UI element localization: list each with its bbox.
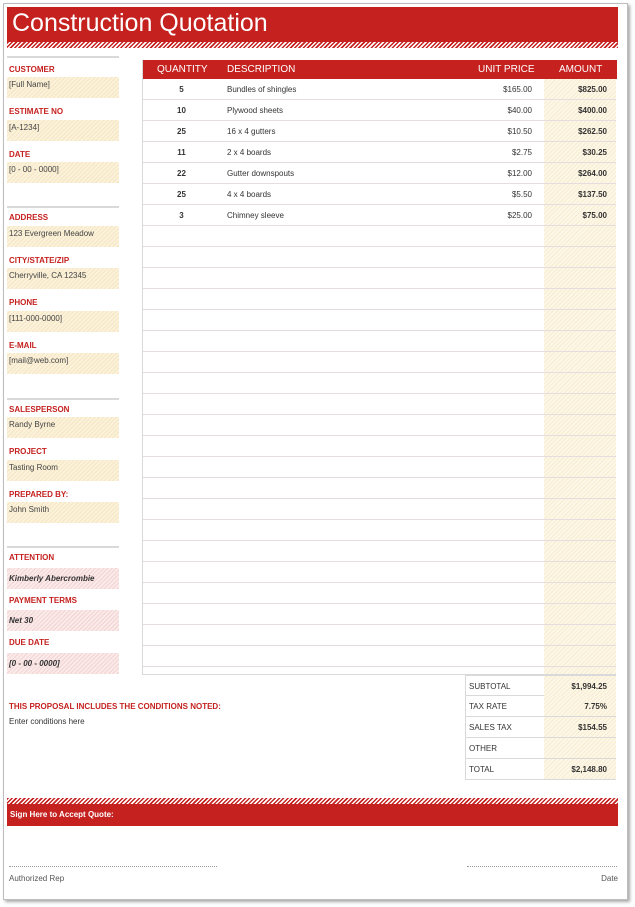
divider [7, 56, 119, 58]
email-label: E-MAIL [9, 341, 37, 350]
title-stripe [7, 42, 618, 48]
quantity-cell: 22 [177, 169, 186, 178]
quantity-cell: 11 [177, 148, 186, 157]
table-row[interactable] [143, 583, 616, 604]
quantity-cell: 25 [177, 127, 186, 136]
amount-header: AMOUNT [559, 64, 603, 75]
date-sign-label: Date [601, 874, 618, 883]
sign-bar-label: Sign Here to Accept Quote: [10, 810, 114, 819]
table-row[interactable] [143, 646, 616, 667]
unit-price-cell: $12.00 [507, 169, 532, 178]
amount-cell: $137.50 [578, 190, 607, 199]
payment-terms-label: PAYMENT TERMS [9, 596, 78, 605]
sales-tax-value: $154.55 [578, 723, 607, 732]
sales-tax-label: SALES TAX [469, 723, 512, 732]
salesperson-label: SALESPERSON [9, 405, 70, 414]
table-row[interactable] [143, 562, 616, 583]
divider [7, 546, 119, 548]
subtotal-label: SUBTOTAL [469, 682, 511, 691]
table-row[interactable] [143, 100, 616, 121]
table-row[interactable] [143, 436, 616, 457]
table-row[interactable] [143, 310, 616, 331]
divider [7, 398, 119, 400]
conditions-title: THIS PROPOSAL INCLUDES THE CONDITIONS NOTED: [9, 702, 221, 711]
address-label: ADDRESS [9, 213, 49, 222]
table-row[interactable] [143, 352, 616, 373]
table-row[interactable] [143, 499, 616, 520]
description-cell: 4 x 4 boards [227, 190, 272, 199]
table-row[interactable] [143, 205, 616, 226]
sales-tax-row [465, 717, 616, 738]
table-row[interactable] [143, 478, 616, 499]
email-field[interactable]: [mail@web.com] [7, 353, 119, 374]
tax-rate-value[interactable]: 7.75% [584, 702, 607, 711]
subtotal-row [465, 675, 616, 696]
description-cell: Plywood sheets [227, 106, 284, 115]
city-field[interactable]: Cherryville, CA 12345 [7, 268, 119, 289]
table-row[interactable] [143, 226, 616, 247]
description-cell: 2 x 4 boards [227, 148, 272, 157]
description-cell: 16 x 4 gutters [227, 127, 276, 136]
attention-field[interactable]: Kimberly Abercrombie [7, 568, 119, 589]
divider [7, 206, 119, 208]
payment-terms-field[interactable]: Net 30 [7, 610, 119, 631]
table-row[interactable] [143, 541, 616, 562]
table-row[interactable] [143, 247, 616, 268]
table-row[interactable] [143, 520, 616, 541]
project-field[interactable]: Tasting Room [7, 460, 119, 481]
subtotal-value: $1,994.25 [571, 682, 607, 691]
quantity-cell: 3 [179, 211, 184, 220]
sign-bar [7, 804, 618, 826]
due-date-field[interactable]: [0 - 00 - 0000] [7, 653, 119, 674]
table-row[interactable] [143, 331, 616, 352]
authorized-rep-label: Authorized Rep [9, 874, 65, 883]
unit-price-cell: $40.00 [507, 106, 532, 115]
other-label: OTHER [469, 744, 497, 753]
description-cell: Bundles of shingles [227, 85, 297, 94]
table-row[interactable] [143, 415, 616, 436]
prepared-by-label: PREPARED BY: [9, 490, 69, 499]
quantity-cell: 25 [177, 190, 186, 199]
table-row[interactable] [143, 184, 616, 205]
phone-field[interactable]: [111-000-0000] [7, 311, 119, 332]
date-field[interactable]: [0 - 00 - 0000] [7, 162, 119, 183]
tax-rate-label: TAX RATE [469, 702, 507, 711]
table-row[interactable] [143, 121, 616, 142]
table-row[interactable] [143, 268, 616, 289]
unit-price-cell: $25.00 [507, 211, 532, 220]
table-row[interactable] [143, 373, 616, 394]
due-date-label: DUE DATE [9, 638, 50, 647]
table-row[interactable] [143, 457, 616, 478]
address-field[interactable]: 123 Evergreen Meadow [7, 226, 119, 247]
total-value: $2,148.80 [571, 765, 607, 774]
page-title: Construction Quotation [12, 9, 268, 37]
estimate-field[interactable]: [A-1234] [7, 120, 119, 141]
unit-price-header: UNIT PRICE [478, 64, 535, 75]
unit-price-cell: $165.00 [503, 85, 532, 94]
attention-label: ATTENTION [9, 553, 55, 562]
quantity-header: QUANTITY [157, 64, 208, 75]
unit-price-cell: $10.50 [507, 127, 532, 136]
title-bar [7, 7, 618, 42]
other-row [465, 738, 616, 759]
amount-cell: $264.00 [578, 169, 607, 178]
amount-cell: $400.00 [578, 106, 607, 115]
prepared-by-field[interactable]: John Smith [7, 502, 119, 523]
quantity-cell: 5 [179, 85, 184, 94]
amount-cell: $825.00 [578, 85, 607, 94]
unit-price-cell: $2.75 [511, 148, 532, 157]
description-cell: Chimney sleeve [227, 211, 284, 220]
conditions-text[interactable]: Enter conditions here [9, 717, 85, 726]
line-items-table [142, 60, 616, 675]
quantity-cell: 10 [177, 106, 186, 115]
total-label: TOTAL [469, 765, 495, 774]
table-row[interactable] [143, 604, 616, 625]
date-label: DATE [9, 150, 31, 159]
authorized-rep-signature-line[interactable] [9, 866, 217, 867]
amount-cell: $75.00 [582, 211, 607, 220]
phone-label: PHONE [9, 298, 38, 307]
salesperson-field[interactable]: Randy Byrne [7, 417, 119, 438]
tax-rate-row [465, 696, 616, 717]
amount-cell: $262.50 [578, 127, 607, 136]
customer-field[interactable]: [Full Name] [7, 77, 119, 98]
estimate-label: ESTIMATE NO [9, 107, 64, 116]
table-row[interactable] [143, 289, 616, 310]
table-header [143, 60, 617, 79]
table-row[interactable] [143, 142, 616, 163]
description-header: DESCRIPTION [227, 64, 296, 75]
table-row[interactable] [143, 625, 616, 646]
table-row[interactable] [143, 394, 616, 415]
description-cell: Gutter downspouts [227, 169, 295, 178]
project-label: PROJECT [9, 447, 47, 456]
table-row[interactable] [143, 163, 616, 184]
total-row [465, 759, 616, 780]
city-label: CITY/STATE/ZIP [9, 256, 70, 265]
amount-cell: $30.25 [582, 148, 607, 157]
date-signature-line[interactable] [467, 866, 617, 867]
unit-price-cell: $5.50 [511, 190, 532, 199]
customer-label: CUSTOMER [9, 65, 55, 74]
table-row[interactable] [143, 79, 616, 100]
